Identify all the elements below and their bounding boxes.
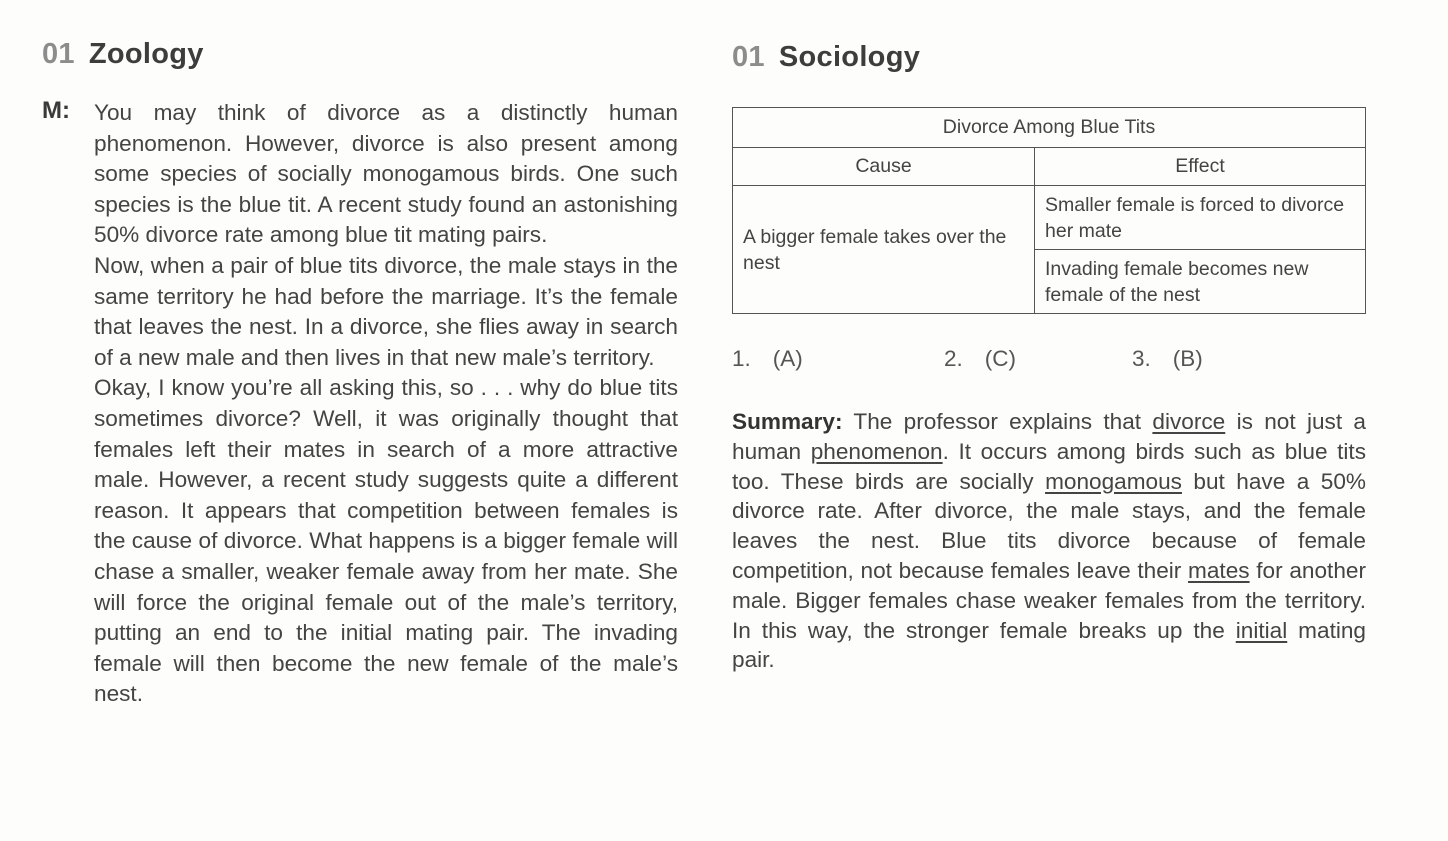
underlined-term: phenomenon: [810, 438, 943, 464]
summary-text: for another male. Bigger females chase weaker females from the territory. In this way, the stronger female breaks up the: [732, 557, 1366, 643]
speaker-label: M:: [42, 97, 70, 124]
answer-value: (B): [1172, 346, 1203, 371]
effect-header: Effect: [1035, 148, 1366, 186]
transcript-paragraph: Now, when a pair of blue tits divorce, the male stays in the same territory he had before the marriage. It’s the female that leaves the nest. In a divorce, she flies away in search of a new male and then lives in that new male’s territory.: [94, 252, 678, 370]
section-number: 01: [732, 41, 765, 73]
table-caption: Divorce Among Blue Tits: [733, 108, 1366, 148]
summary-paragraph: [732, 407, 1366, 675]
lecture-transcript: [94, 98, 678, 710]
effect-cell: Smaller female is forced to divorce her mate: [1035, 186, 1366, 250]
underlined-term: monogamous: [1045, 468, 1182, 494]
transcript-paragraph: You may think of divorce as a distinctly human phenomenon. However, divorce is also present among some species of socially monogamous birds. One such species is the blue tit. A recent study found an astonishing 50% divorce rate among blue tit mating pairs.: [94, 100, 678, 248]
answer-number: 1.: [732, 346, 751, 371]
underlined-term: mates: [1188, 557, 1250, 583]
summary-text: mating pair.: [732, 617, 1366, 673]
answer-number: 3.: [1132, 346, 1151, 371]
summary-text: is not just a human: [732, 409, 1366, 464]
cause-cell: A bigger female takes over the nest: [733, 186, 1035, 314]
summary-text: but have a 50% divorce rate. After divorce, the male stays, and the female leaves the nest. Blue tits divorce because of female competition, not because females leave their: [732, 468, 1366, 583]
section-title: Zoology: [88, 38, 204, 70]
section-title: Sociology: [778, 41, 921, 73]
effect-cell: Invading female becomes new female of the nest: [1035, 250, 1366, 314]
zoology-heading: [42, 38, 204, 71]
section-number: 01: [42, 38, 75, 70]
cause-effect-table: [732, 107, 1366, 314]
answer-item: [732, 346, 803, 372]
summary-text: The professor explains that: [842, 409, 1153, 434]
summary-text: . It occurs among birds such as blue tits too. These birds are socially: [732, 438, 1366, 494]
answer-item: [944, 346, 1016, 372]
summary-label: Summary:: [732, 409, 843, 434]
answer-item: [1132, 346, 1203, 372]
transcript-paragraph: Okay, I know you’re all asking this, so . . . why do blue tits sometimes divorce? Well, it was originally thought that females left their mates in search of a more attractive male. However, a recent study suggests quite a different reason. It appears that competition between females is the cause of divorce. What happens is a bigger female will chase a smaller, weaker female away from her mate. She will force the original female out of the male’s territory, putting an end to the initial mating pair. The invading female will then become the new female of the male’s nest.: [94, 375, 678, 707]
answer-value: (A): [772, 346, 803, 371]
answer-number: 2.: [944, 346, 963, 371]
cause-header: Cause: [733, 148, 1035, 186]
answer-value: (C): [984, 346, 1016, 371]
underlined-term: initial: [1235, 617, 1288, 643]
sociology-heading: [732, 41, 920, 74]
underlined-term: divorce: [1152, 409, 1226, 434]
